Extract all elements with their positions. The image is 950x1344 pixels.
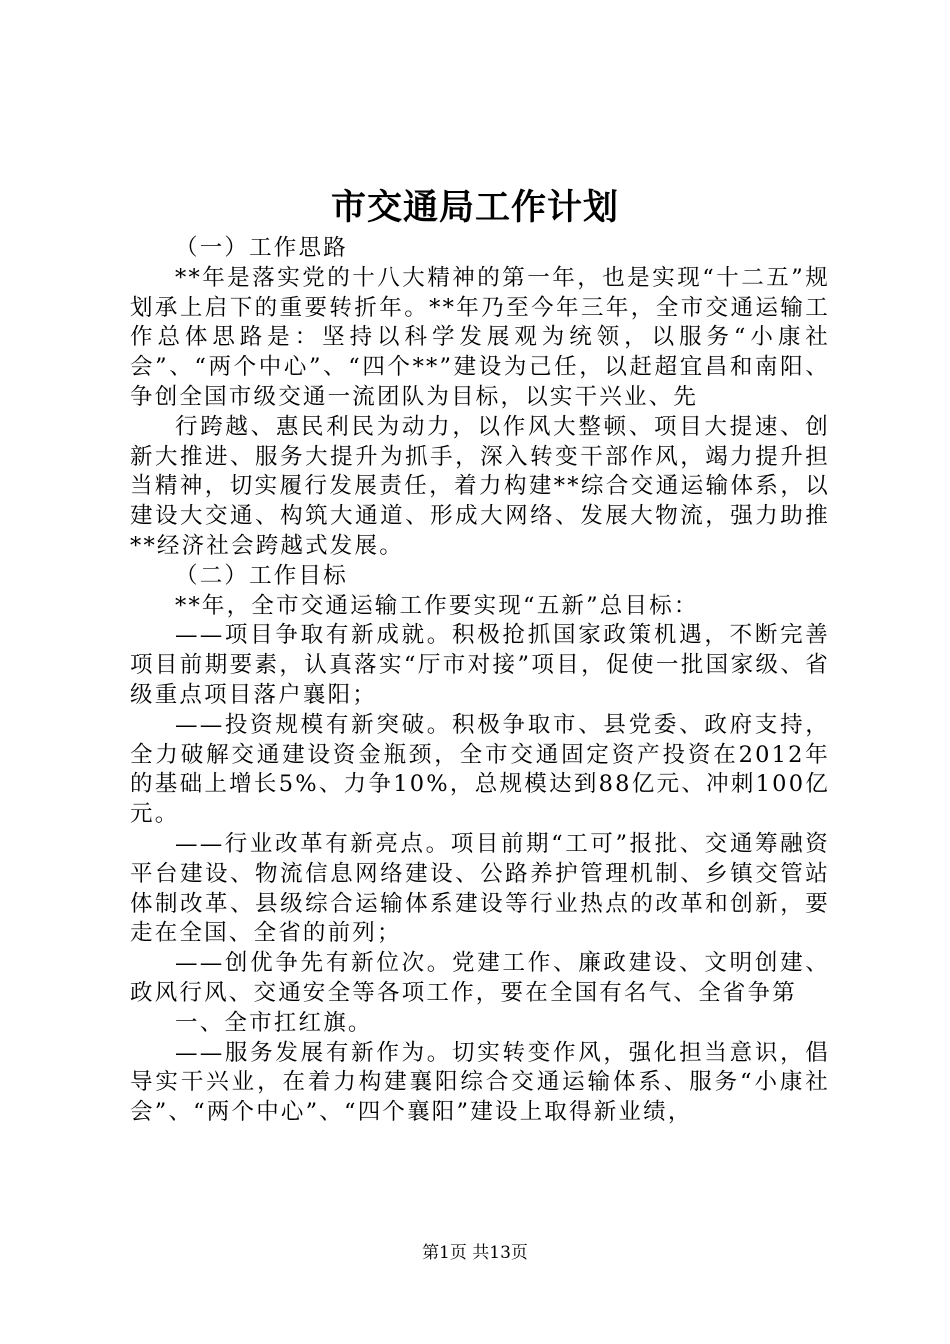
paragraph: **年，全市交通运输工作要实现“五新”总目标： (175, 592, 699, 619)
paragraph: 行跨越、惠民利民为动力，以作风大整顿、项目大提速、创新大推进、服务大提升为抓手，深入转变干部作风，竭力提升担当精神，切实履行发展责任，着力构建**综合交通运输体系，以建设大交通、构筑大通道、形成大网络、发展大物流，强力助推**经济社会跨越式发展。 (130, 413, 830, 559)
document-body (130, 234, 830, 1128)
paragraph: 一、全市扛红旗。 (175, 1009, 373, 1036)
paragraph: ——行业改革有新亮点。项目前期“工可”报批、交通筹融资平台建设、物流信息网络建设、公路养护管理机制、乡镇交管站体制改革、县级综合运输体系建设等行业热点的改革和创新，要走在全国、全省的前列； (130, 830, 830, 947)
section-heading-work-approach: （一）工作思路 (175, 235, 348, 261)
paragraph: ——服务发展有新作为。切实转变作风，强化担当意识，倡导实干兴业，在着力构建襄阳综合交通运输体系、服务“小康社会”、“两个中心”、“四个襄阳”建设上取得新业绩， (130, 1039, 830, 1126)
paragraph: ——投资规模有新突破。积极争取市、县党委、政府支持，全力破解交通建设资金瓶颈，全市交通固定资产投资在2012年的基础上增长5%、力争10%，总规模达到88亿元、冲刺100亿元。 (130, 711, 830, 828)
paragraph: **年是落实党的十八大精神的第一年，也是实现“十二五”规划承上启下的重要转折年。**年乃至今年三年，全市交通运输工作总体思路是：坚持以科学发展观为统领，以服务“小康社会”、“两个中心”、“四个**”建设为己任，以赶超宜昌和南阳、争创全国市级交通一流团队为目标，以实干兴业、先 (130, 264, 830, 410)
paragraph: ——项目争取有新成就。积极抢抓国家政策机遇，不断完善项目前期要素，认真落实“厅市对接”项目，促使一批国家级、省级重点项目落户襄阳； (130, 622, 830, 708)
paragraph: ——创优争先有新位次。党建工作、廉政建设、文明创建、政风行风、交通安全等各项工作，要在全国有名气、全省争第 (130, 950, 830, 1006)
document-title: 市交通局工作计划 (330, 187, 619, 228)
page-number-footer: 第1页 共13页 (422, 1243, 528, 1263)
section-heading-work-goals: （二）工作目标 (175, 562, 348, 589)
